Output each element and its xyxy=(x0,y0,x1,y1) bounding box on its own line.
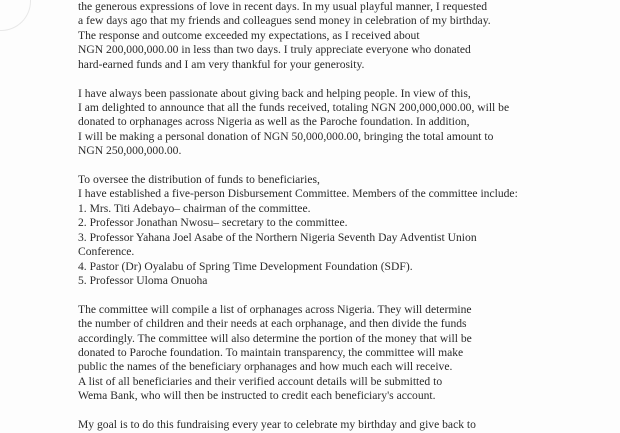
committee-member-continued: Conference. xyxy=(78,245,135,259)
text-line: public the names of the beneficiary orphanages and how much each will receive. xyxy=(78,360,453,374)
committee-member: 3. Professor Yahana Joel Asabe of the Northern Nigeria Seventh Day Adventist Union xyxy=(78,230,477,244)
text-line: a few days ago that my friends and colleagues send money in celebration of my birthday. xyxy=(78,14,491,28)
text-line: I am delighted to announce that all the funds received, totaling NGN 200,000,000.00, will be xyxy=(78,100,510,114)
committee-member: 4. Pastor (Dr) Oyalabu of Spring Time Development Foundation (SDF). xyxy=(78,259,413,273)
text-line: To oversee the distribution of funds to beneficiaries, xyxy=(78,173,320,187)
paragraph-committee xyxy=(78,173,604,288)
text-line: A list of all beneficiaries and their verified account details will be submitted to xyxy=(78,374,443,388)
paragraph-process xyxy=(78,303,604,404)
paragraph-goal xyxy=(78,418,604,432)
text-line: NGN 200,000,000.00 in less than two days. I truly appreciate everyone who donated xyxy=(78,43,471,57)
text-line: I have always been passionate about giving back and helping people. In view of this, xyxy=(78,86,471,100)
text-line: I have established a five-person Disbursement Committee. Members of the committee include: xyxy=(78,187,518,201)
text-line: donated to orphanages across Nigeria as well as the Paroche foundation. In addition, xyxy=(78,115,470,129)
text-line: I will be making a personal donation of NGN 50,000,000.00, bringing the total amount to xyxy=(78,129,494,143)
text-line: the number of children and their needs at each orphanage, and then divide the funds xyxy=(78,317,467,331)
committee-member: 2. Professor Jonathan Nwosu– secretary to the committee. xyxy=(78,216,348,230)
document-body xyxy=(78,0,604,433)
text-line: accordingly. The committee will also determine the portion of the money that will be xyxy=(78,331,472,345)
text-line: My goal is to do this fundraising every year to celebrate my birthday and give back to xyxy=(78,418,476,432)
paragraph-gratitude xyxy=(78,0,604,72)
text-line: hard-earned funds and I am very thankful for your generosity. xyxy=(78,57,365,71)
page-corner-decoration xyxy=(0,0,31,31)
text-line: Wema Bank, who will then be instructed to credit each beneficiary's account. xyxy=(78,389,436,403)
committee-member: 1. Mrs. Titi Adebayo– chairman of the committee. xyxy=(78,201,311,215)
text-line: donated to Paroche foundation. To maintain transparency, the committee will make xyxy=(78,346,464,360)
text-line: The committee will compile a list of orphanages across Nigeria. They will determine xyxy=(78,302,472,316)
text-line: the generous expressions of love in recent days. In my usual playful manner, I requested xyxy=(78,0,488,13)
paragraph-donation xyxy=(78,87,604,159)
text-line: NGN 250,000,000.00. xyxy=(78,144,182,158)
committee-member: 5. Professor Uloma Onuoha xyxy=(78,273,208,287)
text-line: The response and outcome exceeded my expectations, as I received about xyxy=(78,28,420,42)
